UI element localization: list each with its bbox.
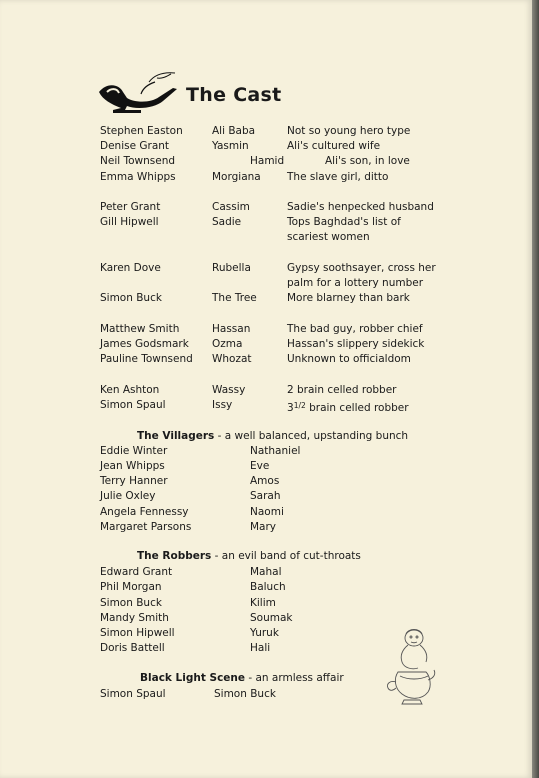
villager-actor: Julie Oxley — [100, 490, 156, 502]
cast-actor: Ken Ashton — [100, 384, 160, 396]
cast-actor: Gill Hipwell — [100, 216, 159, 228]
robber-role: Baluch — [250, 581, 286, 593]
cast-role: Hassan — [212, 323, 251, 335]
cast-actor: Stephen Easton — [100, 125, 183, 137]
cast-actor: Simon Buck — [100, 292, 162, 304]
cast-role: Yasmin — [212, 140, 249, 152]
cast-actor: Emma Whipps — [100, 171, 176, 183]
section-heading-villagers: The Villagers - a well balanced, upstanding bunch — [137, 430, 409, 442]
cast-role: Morgiana — [212, 171, 261, 183]
cast-actor: Peter Grant — [100, 201, 161, 213]
robber-actor: Phil Morgan — [100, 581, 162, 593]
robber-role: Yuruk — [250, 627, 279, 639]
cast-role: Sadie — [212, 216, 242, 228]
villager-actor: Angela Fennessy — [100, 506, 189, 518]
villager-role: Eve — [250, 460, 270, 472]
robber-actor: Edward Grant — [100, 566, 173, 578]
section-heading-robbers: The Robbers - an evil band of cut-throats — [137, 550, 361, 562]
robber-role: Kilim — [250, 597, 276, 609]
cast-actor: Neil Townsend — [100, 155, 176, 167]
cast-role: The Tree — [212, 292, 257, 304]
villager-role: Mary — [250, 521, 277, 533]
cast-actor: James Godsmark — [100, 338, 189, 350]
page-title: The Cast — [186, 84, 282, 106]
cast-description: Ali's cultured wife — [287, 140, 381, 152]
cast-description: 2 brain celled robber — [287, 384, 397, 396]
cast-description: Tops Baghdad's list of — [287, 216, 401, 228]
cast-role: Hamid — [250, 155, 285, 167]
cast-role: Whozat — [212, 353, 252, 365]
cast-actor: Simon Spaul — [100, 399, 166, 411]
cast-actor: Matthew Smith — [100, 323, 180, 335]
villager-role: Naomi — [250, 506, 284, 518]
villager-actor: Margaret Parsons — [100, 521, 192, 533]
villager-role: Amos — [250, 475, 280, 487]
desc-fraction: 1/2 — [293, 401, 306, 410]
cast-description-continued: palm for a lottery number — [287, 277, 424, 289]
page-edge — [532, 0, 539, 778]
cast-role: Rubella — [212, 262, 251, 274]
villager-actor: Jean Whipps — [100, 460, 165, 472]
black-light-actor: Simon Spaul — [100, 688, 166, 700]
genie-lamp-sketch-icon — [384, 626, 436, 706]
cast-description: The bad guy, robber chief — [287, 323, 423, 335]
cast-description: Unknown to officialdom — [287, 353, 411, 365]
robber-actor: Doris Battell — [100, 642, 165, 654]
robber-role: Mahal — [250, 566, 282, 578]
cast-role: Ali Baba — [212, 125, 256, 137]
robber-role: Hali — [250, 642, 271, 654]
cast-actor: Pauline Townsend — [100, 353, 193, 365]
cast-role: Cassim — [212, 201, 250, 213]
cast-description: Not so young hero type — [287, 125, 411, 137]
villager-actor: Eddie Winter — [100, 445, 168, 457]
desc-text: brain celled robber — [305, 402, 409, 414]
robber-actor: Simon Hipwell — [100, 627, 175, 639]
villager-role: Nathaniel — [250, 445, 301, 457]
black-light-actor: Simon Buck — [214, 688, 276, 700]
cast-description: Sadie's henpecked husband — [287, 201, 434, 213]
cast-role: Wassy — [212, 384, 246, 396]
cast-description: The slave girl, ditto — [287, 171, 389, 183]
villager-actor: Terry Hanner — [100, 475, 168, 487]
robber-actor: Simon Buck — [100, 597, 162, 609]
cast-role: Ozma — [212, 338, 243, 350]
robber-actor: Mandy Smith — [100, 612, 169, 624]
cast-description: Gypsy soothsayer, cross her — [287, 262, 436, 274]
section-heading-black-light: Black Light Scene - an armless affair — [140, 672, 344, 684]
cast-description: Ali's son, in love — [325, 155, 410, 167]
cast-actor: Karen Dove — [100, 262, 161, 274]
cast-actor: Denise Grant — [100, 140, 170, 152]
robber-role: Soumak — [250, 612, 293, 624]
cast-description: More blarney than bark — [287, 292, 410, 304]
cast-description-continued: scariest women — [287, 231, 370, 243]
desc-number: 3 — [287, 402, 294, 414]
villager-role: Sarah — [250, 490, 281, 502]
cast-description: Hassan's slippery sidekick — [287, 338, 425, 350]
cast-role: Issy — [212, 399, 233, 411]
magic-lamp-icon — [97, 70, 179, 114]
cast-description — [287, 399, 409, 415]
